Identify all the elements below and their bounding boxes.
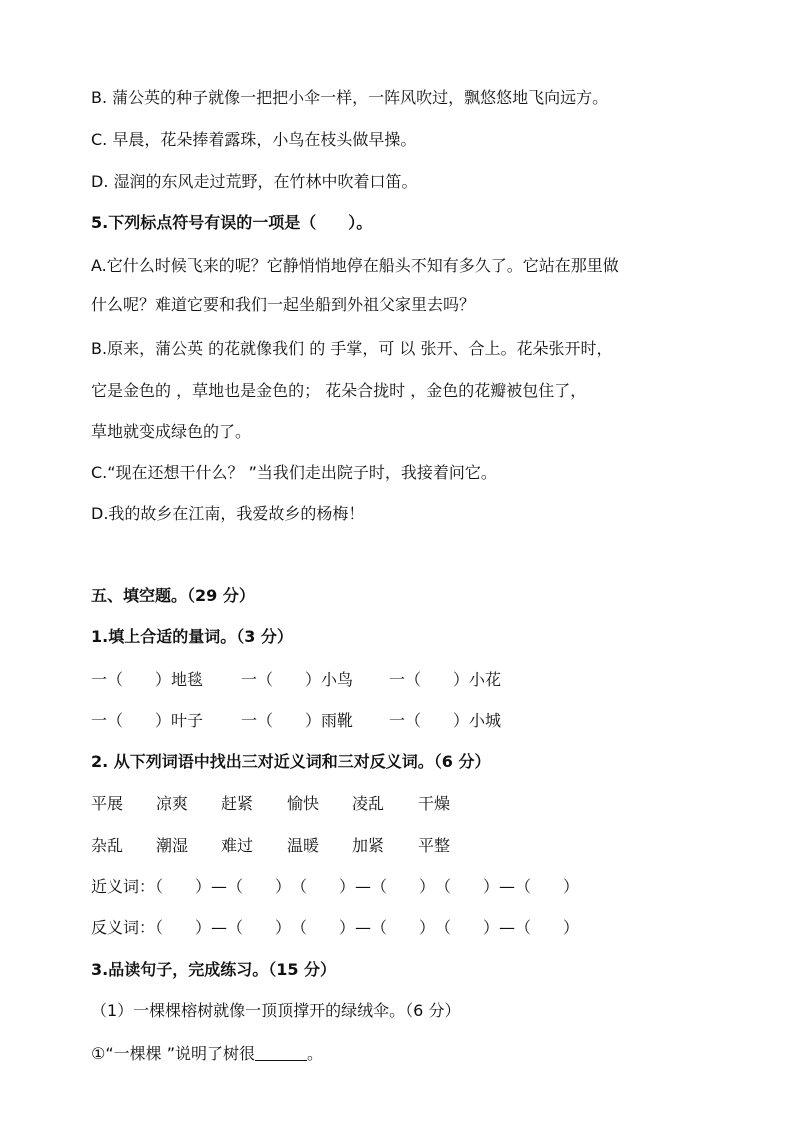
q5-option-a-line2: 什么呢？难道它要和我们一起坐船到外祖父家里去吗？	[91, 295, 476, 314]
word-option: 干燥	[418, 794, 451, 813]
answer-blank[interactable]	[255, 1044, 307, 1061]
q3-item1-suffix: 。	[307, 1044, 324, 1063]
q5-option-c: C.“现在还想干什么？ ”当我们走出院子时，我接着问它。	[91, 463, 497, 482]
measure-word-item: 一（ ）小城	[389, 711, 502, 730]
q4-option-b: B. 蒲公英的种子就像一把把小伞一样，一阵风吹过，飘悠悠地飞向远方。	[91, 88, 609, 107]
word-option: 凌乱	[352, 794, 385, 813]
word-option: 难过	[221, 836, 254, 855]
section5-q1-title: 1.填上合适的量词。（3 分）	[91, 627, 293, 646]
word-option: 杂乱	[91, 836, 124, 855]
section5-title: 五、填空题。（29 分）	[91, 586, 255, 605]
synonyms-answer-line: 近义词：（ ）—（ ） （ ）—（ ） （ ）—（ ）	[91, 877, 580, 896]
word-option: 平整	[418, 836, 451, 855]
q4-option-d: D. 湿润的东风走过荒野，在竹林中吹着口笛。	[91, 172, 418, 191]
word-option: 温暖	[287, 836, 320, 855]
antonyms-answer-line: 反义词：（ ）—（ ） （ ）—（ ） （ ）—（ ）	[91, 918, 580, 937]
q5-option-b-line1: B.原来，蒲公英 的花就像我们 的 手掌，可 以 张开、合上。花朵张开时，	[91, 339, 613, 358]
measure-word-item: 一（ ）地毯	[91, 670, 204, 689]
q5-option-d: D.我的故乡在江南，我爱故乡的杨梅！	[91, 504, 365, 523]
q5-option-a-line1: A.它什么时候飞来的呢？它静悄悄地停在船头不知有多久了。它站在那里做	[91, 256, 619, 275]
section5-q2-title: 2. 从下列词语中找出三对近义词和三对反义词。（6 分）	[91, 752, 491, 771]
q3-sub1: （1）一棵棵榕树就像一顶顶撑开的绿绒伞。（6 分）	[91, 1001, 461, 1020]
measure-word-item: 一（ ）雨靴	[241, 711, 354, 730]
q5-title: 5.下列标点符号有误的一项是（ ）。	[91, 213, 373, 232]
q5-option-b-line3: 草地就变成绿色的了。	[91, 422, 252, 441]
q5-option-b-line2: 它是金色的 ，草地也是金色的； 花朵合拢时 ，金色的花瓣被包住了，	[91, 381, 587, 400]
word-option: 平展	[91, 794, 124, 813]
measure-word-item: 一（ ）小鸟	[241, 670, 354, 689]
measure-word-item: 一（ ）叶子	[91, 711, 204, 730]
q4-option-c: C. 早晨，花朵捧着露珠，小鸟在枝头做早操。	[91, 130, 417, 149]
word-option: 凉爽	[156, 794, 189, 813]
section5-q3-title: 3.品读句子，完成练习。（15 分）	[91, 960, 337, 979]
word-option: 潮湿	[156, 836, 189, 855]
measure-word-item: 一（ ）小花	[389, 670, 502, 689]
q3-item1-prefix: ①“一棵棵 ”说明了树很	[91, 1044, 256, 1063]
word-option: 愉快	[287, 794, 320, 813]
word-option: 加紧	[352, 836, 385, 855]
q3-item1	[91, 1043, 323, 1065]
word-option: 赶紧	[221, 794, 254, 813]
